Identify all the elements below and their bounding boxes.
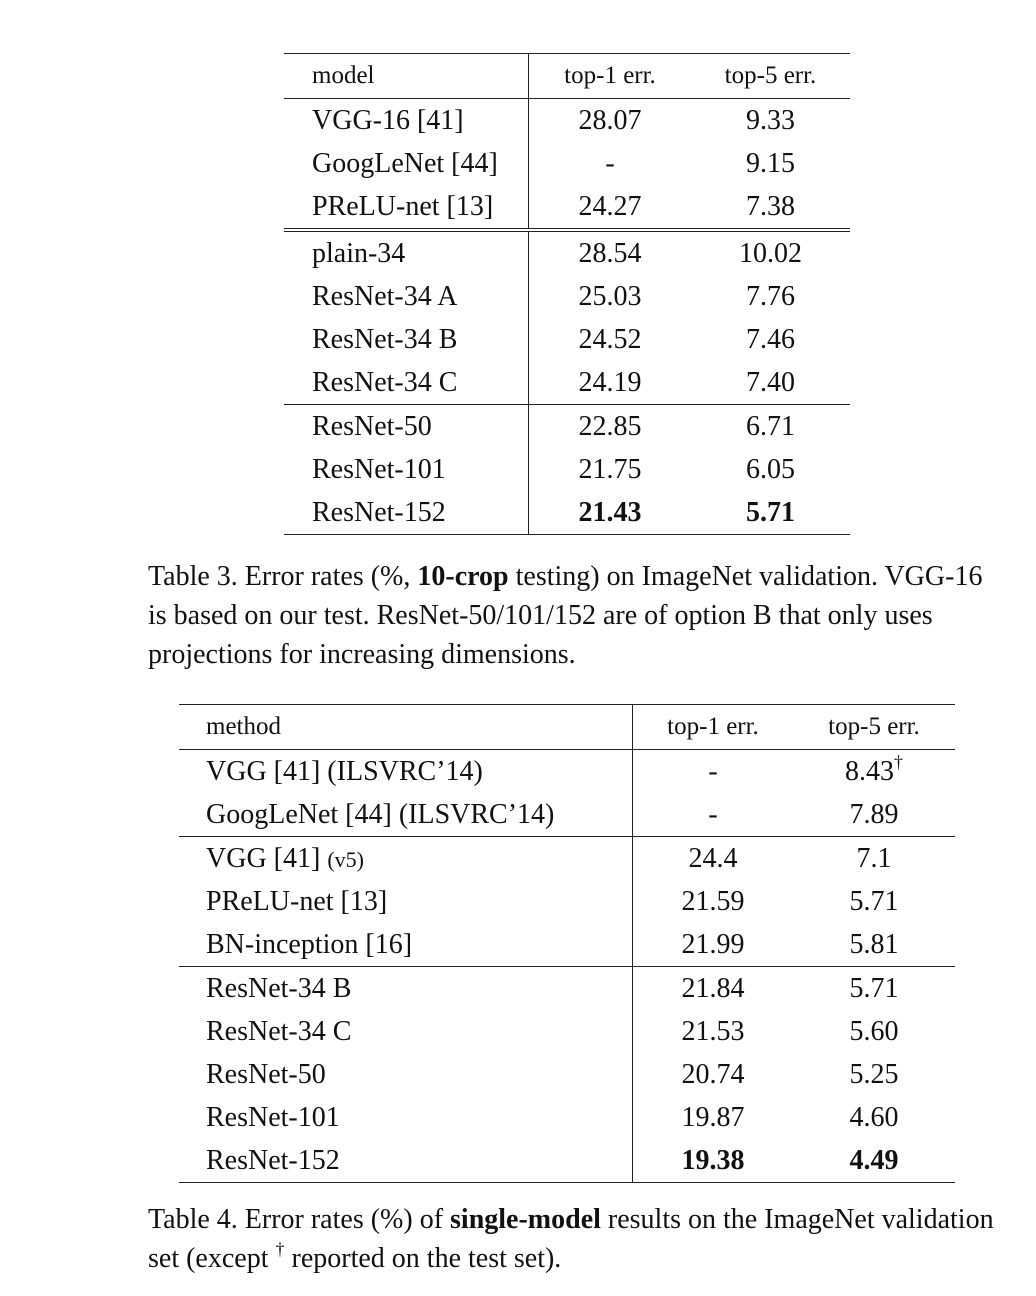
top1-cell: -	[633, 793, 794, 837]
top5-cell: 5.25	[849, 1058, 899, 1090]
method-cell: ResNet-34 B	[179, 967, 633, 1011]
model-cell: ResNet-34 A	[312, 280, 458, 312]
top1-cell: 22.85	[529, 405, 692, 449]
top5-cell: 7.38	[746, 190, 795, 222]
top5-cell: 10.02	[691, 230, 850, 275]
best-top1-value: 19.38	[681, 1144, 745, 1176]
table-row	[179, 1096, 955, 1139]
dagger-mark: †	[275, 1239, 285, 1259]
top5-cell	[793, 750, 955, 794]
method-cell: ResNet-34 C	[206, 1015, 352, 1047]
dagger-mark: †	[894, 751, 903, 772]
top5-cell	[691, 491, 850, 535]
model-cell: ResNet-34 B	[312, 323, 458, 355]
model-cell: PReLU-net [13]	[312, 190, 494, 222]
caption-text: reported on the test set).	[284, 1243, 562, 1274]
method-cell: ResNet-152	[179, 1139, 633, 1183]
model-cell: plain-34	[284, 230, 529, 275]
method-cell: ResNet-50	[206, 1058, 326, 1090]
table-row	[284, 142, 850, 185]
model-cell: ResNet-34 C	[312, 366, 458, 398]
top1-cell: 20.74	[633, 1053, 794, 1096]
table-3	[284, 53, 850, 535]
top5-cell: 7.1	[793, 837, 955, 881]
top5-cell: 7.76	[746, 280, 795, 312]
model-cell: VGG-16 [41]	[284, 99, 529, 143]
top1-cell: 19.87	[633, 1096, 794, 1139]
top5-cell: 6.71	[691, 405, 850, 449]
caption-bold-text: single-model	[450, 1204, 601, 1235]
top1-cell: 28.54	[529, 230, 692, 275]
table-row	[284, 318, 850, 361]
table-row	[284, 491, 850, 535]
method-cell: ResNet-101	[206, 1101, 340, 1133]
model-cell: GoogLeNet [44]	[312, 147, 498, 179]
top5-cell: 9.33	[691, 99, 850, 143]
table-row	[179, 837, 955, 881]
caption-bold-text: 10-crop	[417, 561, 509, 592]
top1-cell: 21.75	[529, 448, 692, 491]
table-row	[179, 1139, 955, 1183]
top1-cell: 28.07	[529, 99, 692, 143]
table-3-caption	[148, 557, 1008, 674]
method-cell: BN-inception [16]	[206, 928, 413, 960]
top5-cell: 5.71	[849, 885, 899, 917]
table-row	[284, 448, 850, 491]
header-method: method	[179, 705, 633, 750]
best-top5-value: 5.71	[746, 496, 795, 528]
table-row	[284, 99, 850, 143]
table-row	[284, 361, 850, 405]
header-top5: top-5 err.	[691, 54, 850, 99]
top5-cell: 7.46	[746, 323, 795, 355]
table-header-row	[179, 705, 955, 750]
header-model: model	[284, 54, 529, 99]
table-row	[179, 967, 955, 1011]
top5-cell: 4.60	[849, 1101, 899, 1133]
top5-cell: 7.40	[746, 366, 795, 398]
header-top5: top-5 err.	[793, 705, 955, 750]
best-top1-value: 21.43	[578, 496, 642, 528]
caption-text: Table 4. Error rates (%) of	[148, 1204, 451, 1235]
top1-cell: 24.27	[529, 185, 692, 230]
top5-cell: 5.81	[849, 928, 899, 960]
top1-cell: 24.52	[529, 318, 692, 361]
method-cell	[179, 837, 633, 881]
top1-cell: 21.53	[633, 1010, 794, 1053]
top1-cell: -	[633, 750, 794, 794]
header-top1: top-1 err.	[529, 54, 692, 99]
method-cell: GoogLeNet [44] (ILSVRC’14)	[206, 798, 555, 830]
table-header-row	[284, 54, 850, 99]
best-top5-value: 4.49	[849, 1144, 899, 1176]
table-row	[284, 275, 850, 318]
model-cell: ResNet-152	[284, 491, 529, 535]
method-cell: VGG [41] (ILSVRC’14)	[179, 750, 633, 794]
table-row	[284, 185, 850, 230]
header-top1: top-1 err.	[633, 705, 794, 750]
top1-cell: 24.19	[529, 361, 692, 405]
table-row	[179, 880, 955, 923]
top5-cell	[793, 1139, 955, 1183]
top5-cell: 5.71	[793, 967, 955, 1011]
table-4-caption	[148, 1200, 1008, 1278]
top1-cell: 21.99	[633, 923, 794, 967]
table-row	[179, 1053, 955, 1096]
caption-text: testing) on ImageNet validation. VGG-16 is based on our test. ResNet-50/101/152 are of option B that only uses projections for increasing dimensions.	[148, 561, 983, 670]
top1-cell	[633, 1139, 794, 1183]
table-row	[284, 405, 850, 449]
top5-cell: 9.15	[746, 147, 795, 179]
method-note: (v5)	[327, 846, 364, 872]
method-name: VGG [41]	[206, 842, 321, 874]
table-row	[179, 1010, 955, 1053]
method-cell: PReLU-net [13]	[206, 885, 388, 917]
top5-cell: 7.89	[849, 798, 899, 830]
caption-text: results on the ImageNet validation set (except	[148, 1204, 994, 1274]
model-cell: ResNet-50	[284, 405, 529, 449]
table-row	[179, 793, 955, 837]
top1-cell: 21.84	[633, 967, 794, 1011]
top1-cell	[529, 491, 692, 535]
model-cell: ResNet-101	[312, 453, 446, 485]
table-row	[179, 923, 955, 967]
top1-cell: 21.59	[633, 880, 794, 923]
top5-cell: 5.60	[849, 1015, 899, 1047]
caption-text: Table 3. Error rates (%,	[148, 561, 418, 592]
table-row	[179, 750, 955, 794]
top5-value: 8.43	[845, 755, 894, 787]
top1-cell: 24.4	[633, 837, 794, 881]
top1-cell: 25.03	[529, 275, 692, 318]
top1-cell: -	[529, 142, 692, 185]
top5-cell: 6.05	[746, 453, 795, 485]
table-row	[284, 230, 850, 275]
table-4	[179, 704, 955, 1183]
